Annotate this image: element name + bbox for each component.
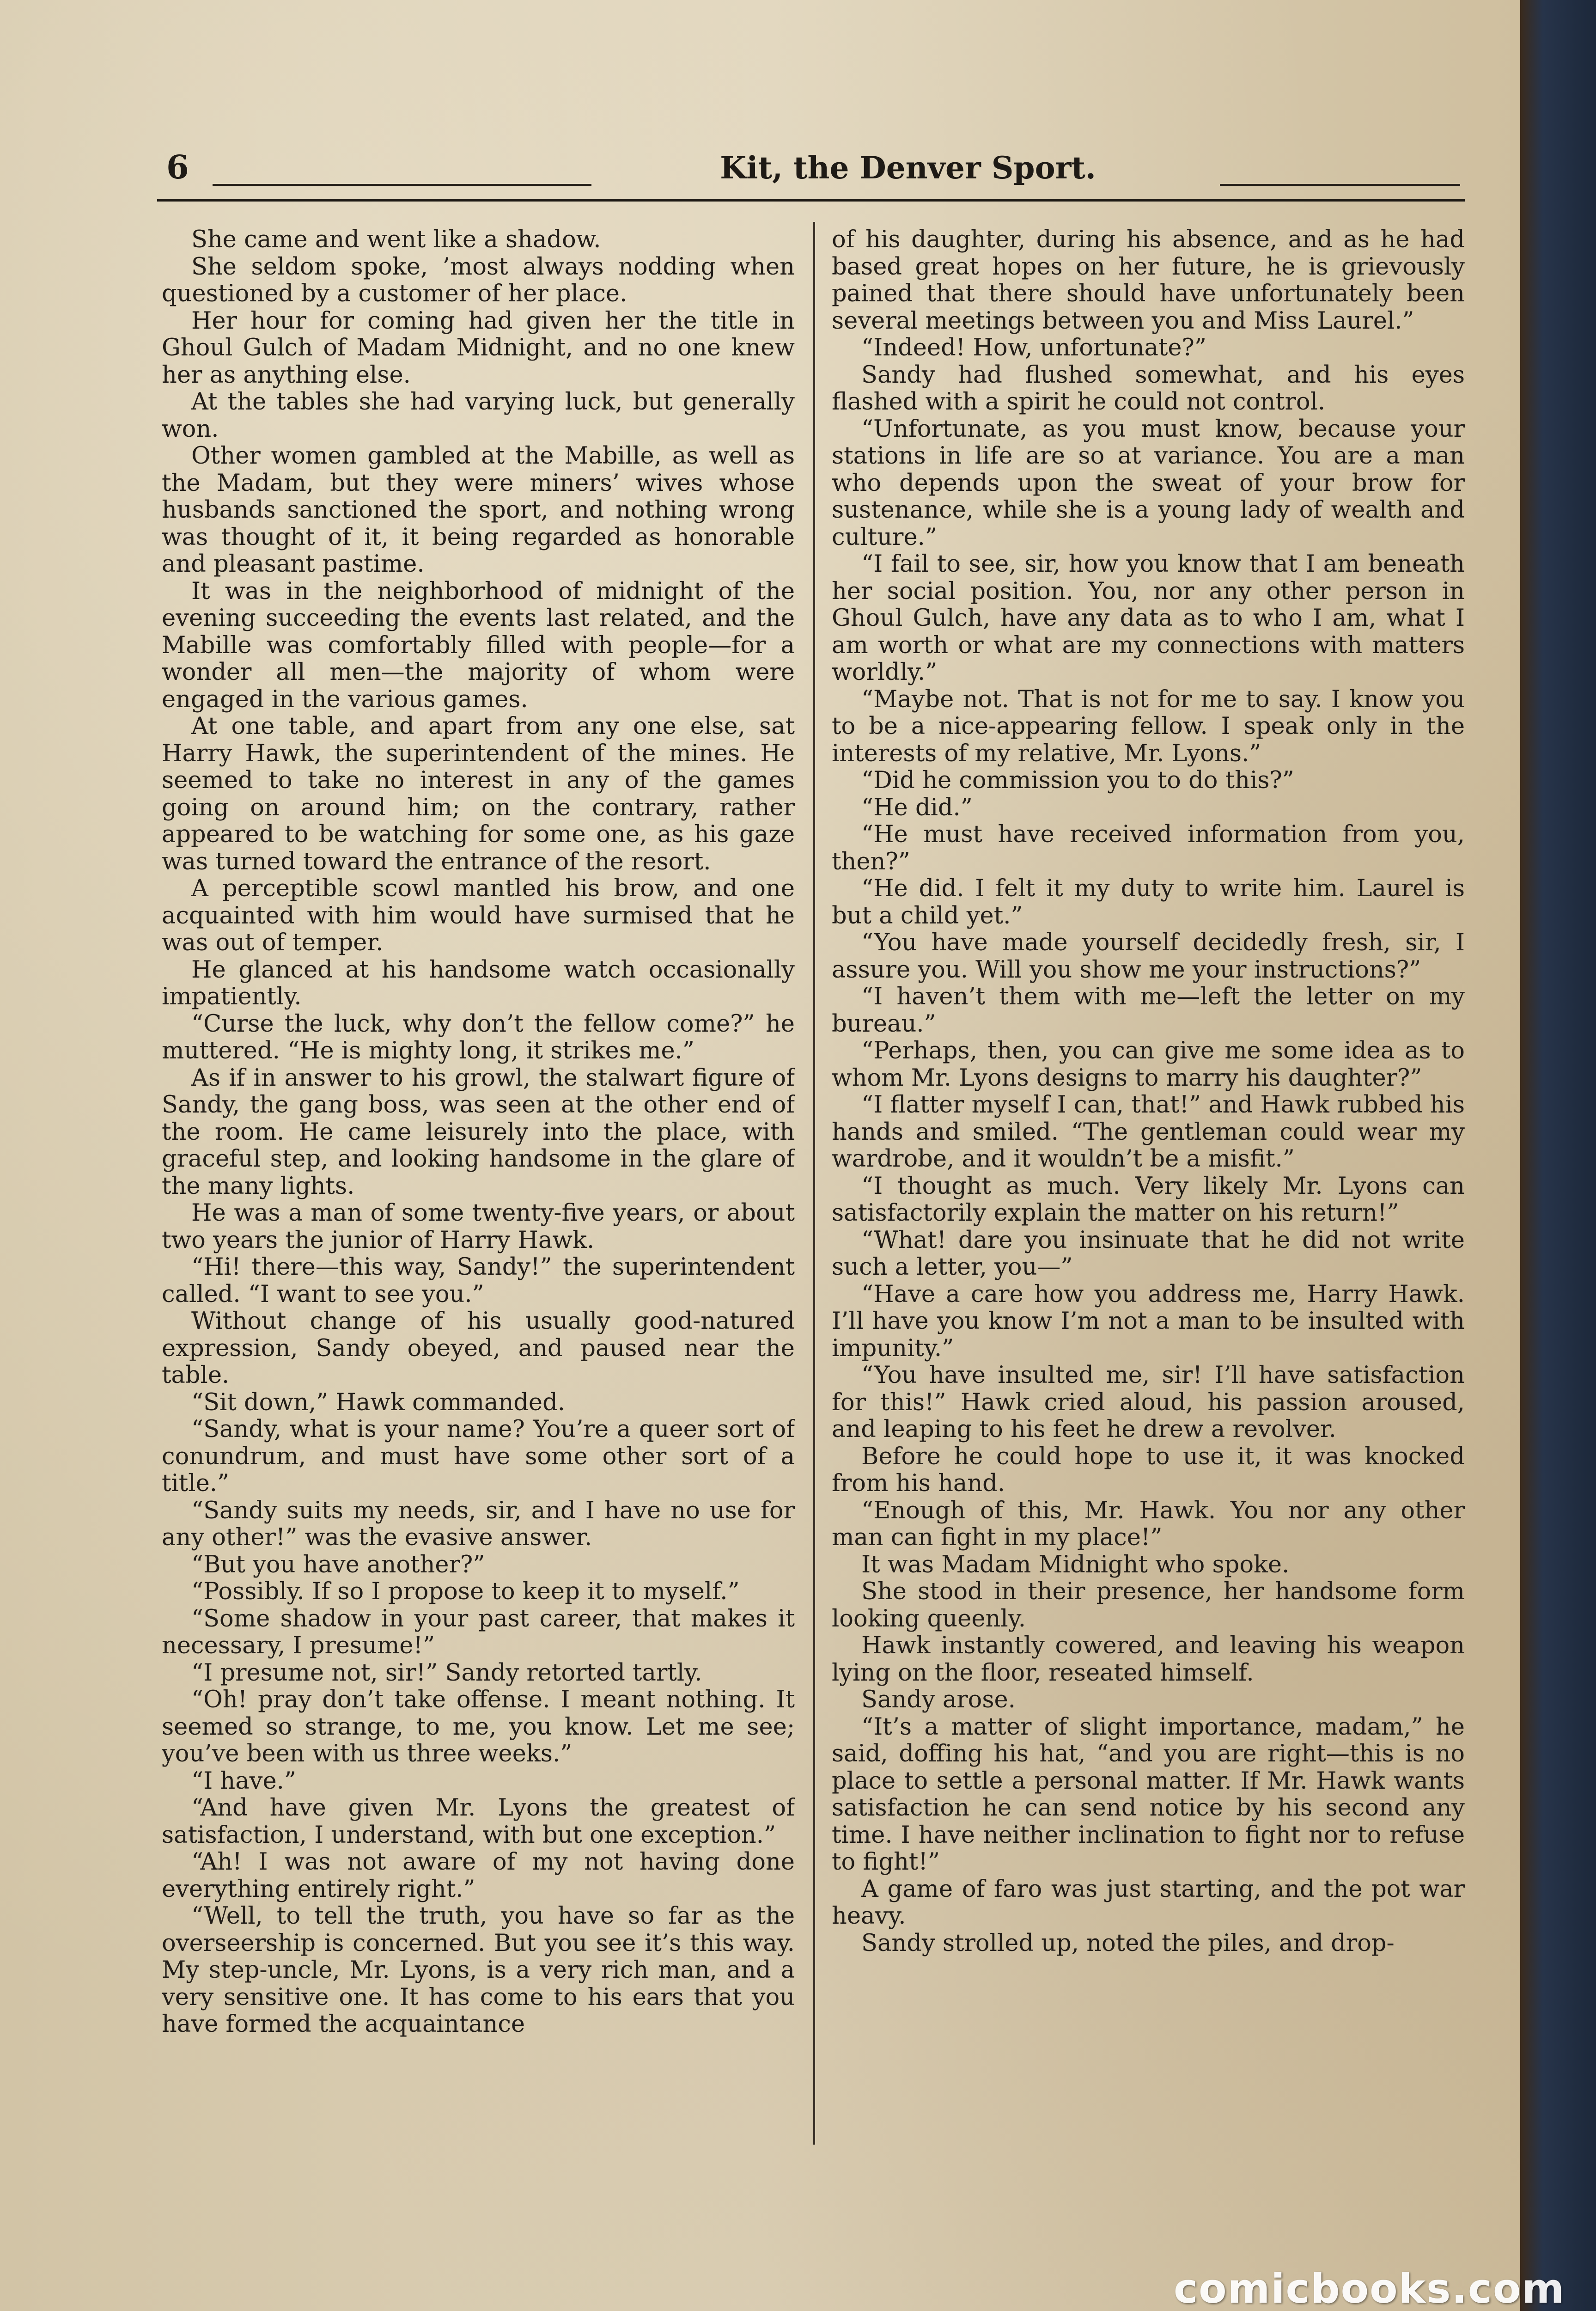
paragraph: Sandy had flushed somewhat, and his eyes flashed with a spirit he could not control. (832, 361, 1465, 416)
running-title: Kit, the Denver Sport. (720, 150, 1096, 186)
paragraph: “You have made yourself decidedly fresh, sir, I assure you. Will you show me your instructions?” (832, 929, 1465, 984)
paragraph: of his daughter, during his absence, and as he had based great hopes on her future, he is grievously pained that there should have unfortunately been several meetings between you and Miss Laurel.” (832, 226, 1465, 335)
paragraph: “What! dare you insinuate that he did not write such a letter, you—” (832, 1226, 1465, 1281)
paragraph: She stood in their presence, her handsome form looking queenly. (832, 1578, 1465, 1632)
paragraph: “Maybe not. That is not for me to say. I know you to be a nice-appearing fellow. I speak only in the interests of my relative, Mr. Lyons.” (832, 685, 1465, 767)
paragraph: “Enough of this, Mr. Hawk. You nor any other man can fight in my place!” (832, 1497, 1465, 1551)
paragraph: “I fail to see, sir, how you know that I am beneath her social position. You, nor any other person in Ghoul Gulch, have any data as to who I am, what I am worth or what are my connections with matters worldly.” (832, 550, 1465, 686)
paragraph: “He did. I felt it my duty to write him. Laurel is but a child yet.” (832, 875, 1465, 929)
watermark: comicbooks.com (1174, 2265, 1566, 2311)
paragraph: As if in answer to his growl, the stalwart figure of Sandy, the gang boss, was seen at the other end of the room. He came leisurely into the place, with graceful step, and looking handsome in the glare of the many lights. (162, 1064, 795, 1200)
paragraph: “Curse the luck, why don’t the fellow come?” he muttered. “He is mighty long, it strikes me.” (162, 1010, 795, 1064)
paragraph: “You have insulted me, sir! I’ll have satisfaction for this!” Hawk cried aloud, his passion aroused, and leaping to his feet he drew a revolver. (832, 1362, 1465, 1443)
paragraph: It was Madam Midnight who spoke. (861, 1551, 1290, 1578)
paragraph: “Ah! I was not aware of my not having done everything entirely right.” (162, 1848, 795, 1903)
page-header (157, 148, 1465, 199)
paragraph: “He must have received information from you, then?” (832, 821, 1465, 875)
paragraph: It was in the neighborhood of midnight of the evening succeeding the events last related, and the Mabille was comfortably filled with people—for a wonder all men—the majority of whom were engaged in the various games. (162, 577, 795, 713)
paragraph: She came and went like a shadow. (191, 226, 601, 253)
paragraph: “I haven’t them with me—left the letter on my bureau.” (832, 983, 1465, 1038)
binding-spine (1520, 0, 1596, 2311)
paragraph: “I presume not, sir!” Sandy retorted tartly. (191, 1659, 702, 1687)
paragraph: “I have.” (191, 1767, 296, 1795)
paragraph: “Some shadow in your past career, that makes it necessary, I presume!” (162, 1605, 795, 1659)
paragraph: “And have given Mr. Lyons the greatest of satisfaction, I understand, with but one exception.” (162, 1794, 795, 1849)
paragraph: “Oh! pray don’t take offense. I meant nothing. It seemed so strange, to me, you know. Let me see; you’ve been with us three weeks.” (162, 1686, 795, 1767)
paragraph: A perceptible scowl mantled his brow, and one acquainted with him would have surmised that he was out of temper. (162, 875, 795, 956)
paragraph: “Sit down,” Hawk commanded. (191, 1388, 565, 1416)
header-rule (213, 184, 591, 186)
paragraph: At the tables she had varying luck, but generally won. (162, 388, 795, 443)
paragraph: “Well, to tell the truth, you have so far as the overseership is concerned. But you see it’s this way. My step-uncle, Mr. Lyons, is a very rich man, and a very sensitive one. It has come to his ears that you have formed the acquaintance (162, 1902, 795, 2038)
paragraph: A game of faro was just starting, and the pot war heavy. (832, 1875, 1465, 1930)
paragraph: “Hi! there—this way, Sandy!” the superintendent called. “I want to see you.” (162, 1253, 795, 1308)
paragraph: “Unfortunate, as you must know, because your stations in life are so at variance. You are a man who depends upon the sweat of your brow for sustenance, while she is a young lady of wealth and culture.” (832, 415, 1465, 551)
paragraph: “It’s a matter of slight importance, madam,” he said, doffing his hat, “and you are right—this is no place to settle a personal matter. If Mr. Hawk wants satisfaction he can send notice by his second any time. I have neither inclination to fight nor to refuse to fight!” (832, 1713, 1465, 1876)
paragraph: At one table, and apart from any one else, sat Harry Hawk, the superintendent of the mines. He seemed to take no interest in any of the games going on around him; on the contrary, rather appeared to be watching for some one, as his gaze was turned toward the entrance of the resort. (162, 713, 795, 875)
paragraph: “He did.” (861, 794, 973, 821)
paragraph: She seldom spoke, ’most always nodding when questioned by a customer of her place. (162, 253, 795, 307)
paragraph: “Sandy suits my needs, sir, and I have no use for any other!” was the evasive answer. (162, 1497, 795, 1551)
header-rule (1220, 184, 1460, 186)
paragraph: “Indeed! How, unfortunate?” (861, 334, 1206, 361)
paragraph: “Sandy, what is your name? You’re a queer sort of conundrum, and must have some other sort of a title.” (162, 1416, 795, 1497)
right-column (832, 226, 1465, 2149)
paragraph: “Did he commission you to do this?” (861, 767, 1294, 794)
paragraph: “Perhaps, then, you can give me some idea as to whom Mr. Lyons designs to marry his daughter?” (832, 1037, 1465, 1092)
paragraph: “I flatter myself I can, that!” and Hawk rubbed his hands and smiled. “The gentleman could wear my wardrobe, and it wouldn’t be a misfit.” (832, 1091, 1465, 1173)
paragraph: He was a man of some twenty-five years, or about two years the junior of Harry Hawk. (162, 1199, 795, 1254)
paragraph: “I thought as much. Very likely Mr. Lyons can satisfactorily explain the matter on his return!” (832, 1172, 1465, 1227)
header-underline (157, 199, 1465, 202)
paragraph: Before he could hope to use it, it was knocked from his hand. (832, 1443, 1465, 1497)
paragraph: “Have a care how you address me, Harry Hawk. I’ll have you know I’m not a man to be insulted with impunity.” (832, 1280, 1465, 1362)
paragraph: Sandy arose. (861, 1686, 1016, 1713)
paragraph: Other women gambled at the Mabille, as well as the Madam, but they were miners’ wives whose husbands sanctioned the sport, and nothing wrong was thought of it, it being regarded as honorable and pleasant pastime. (162, 442, 795, 578)
paragraph: Sandy strolled up, noted the piles, and drop- (861, 1929, 1395, 1957)
paragraph: He glanced at his handsome watch occasionally impatiently. (162, 956, 795, 1010)
page-number: 6 (166, 148, 189, 186)
paragraph: “But you have another?” (191, 1551, 485, 1578)
paragraph: Hawk instantly cowered, and leaving his weapon lying on the floor, reseated himself. (832, 1632, 1465, 1687)
paragraph: “Possibly. If so I propose to keep it to myself.” (191, 1578, 740, 1605)
paragraph: Her hour for coming had given her the title in Ghoul Gulch of Madam Midnight, and no one knew her as anything else. (162, 307, 795, 389)
column-divider (813, 222, 815, 2145)
paragraph: Without change of his usually good-natured expression, Sandy obeyed, and paused near the table. (162, 1308, 795, 1389)
left-column (162, 226, 795, 2149)
